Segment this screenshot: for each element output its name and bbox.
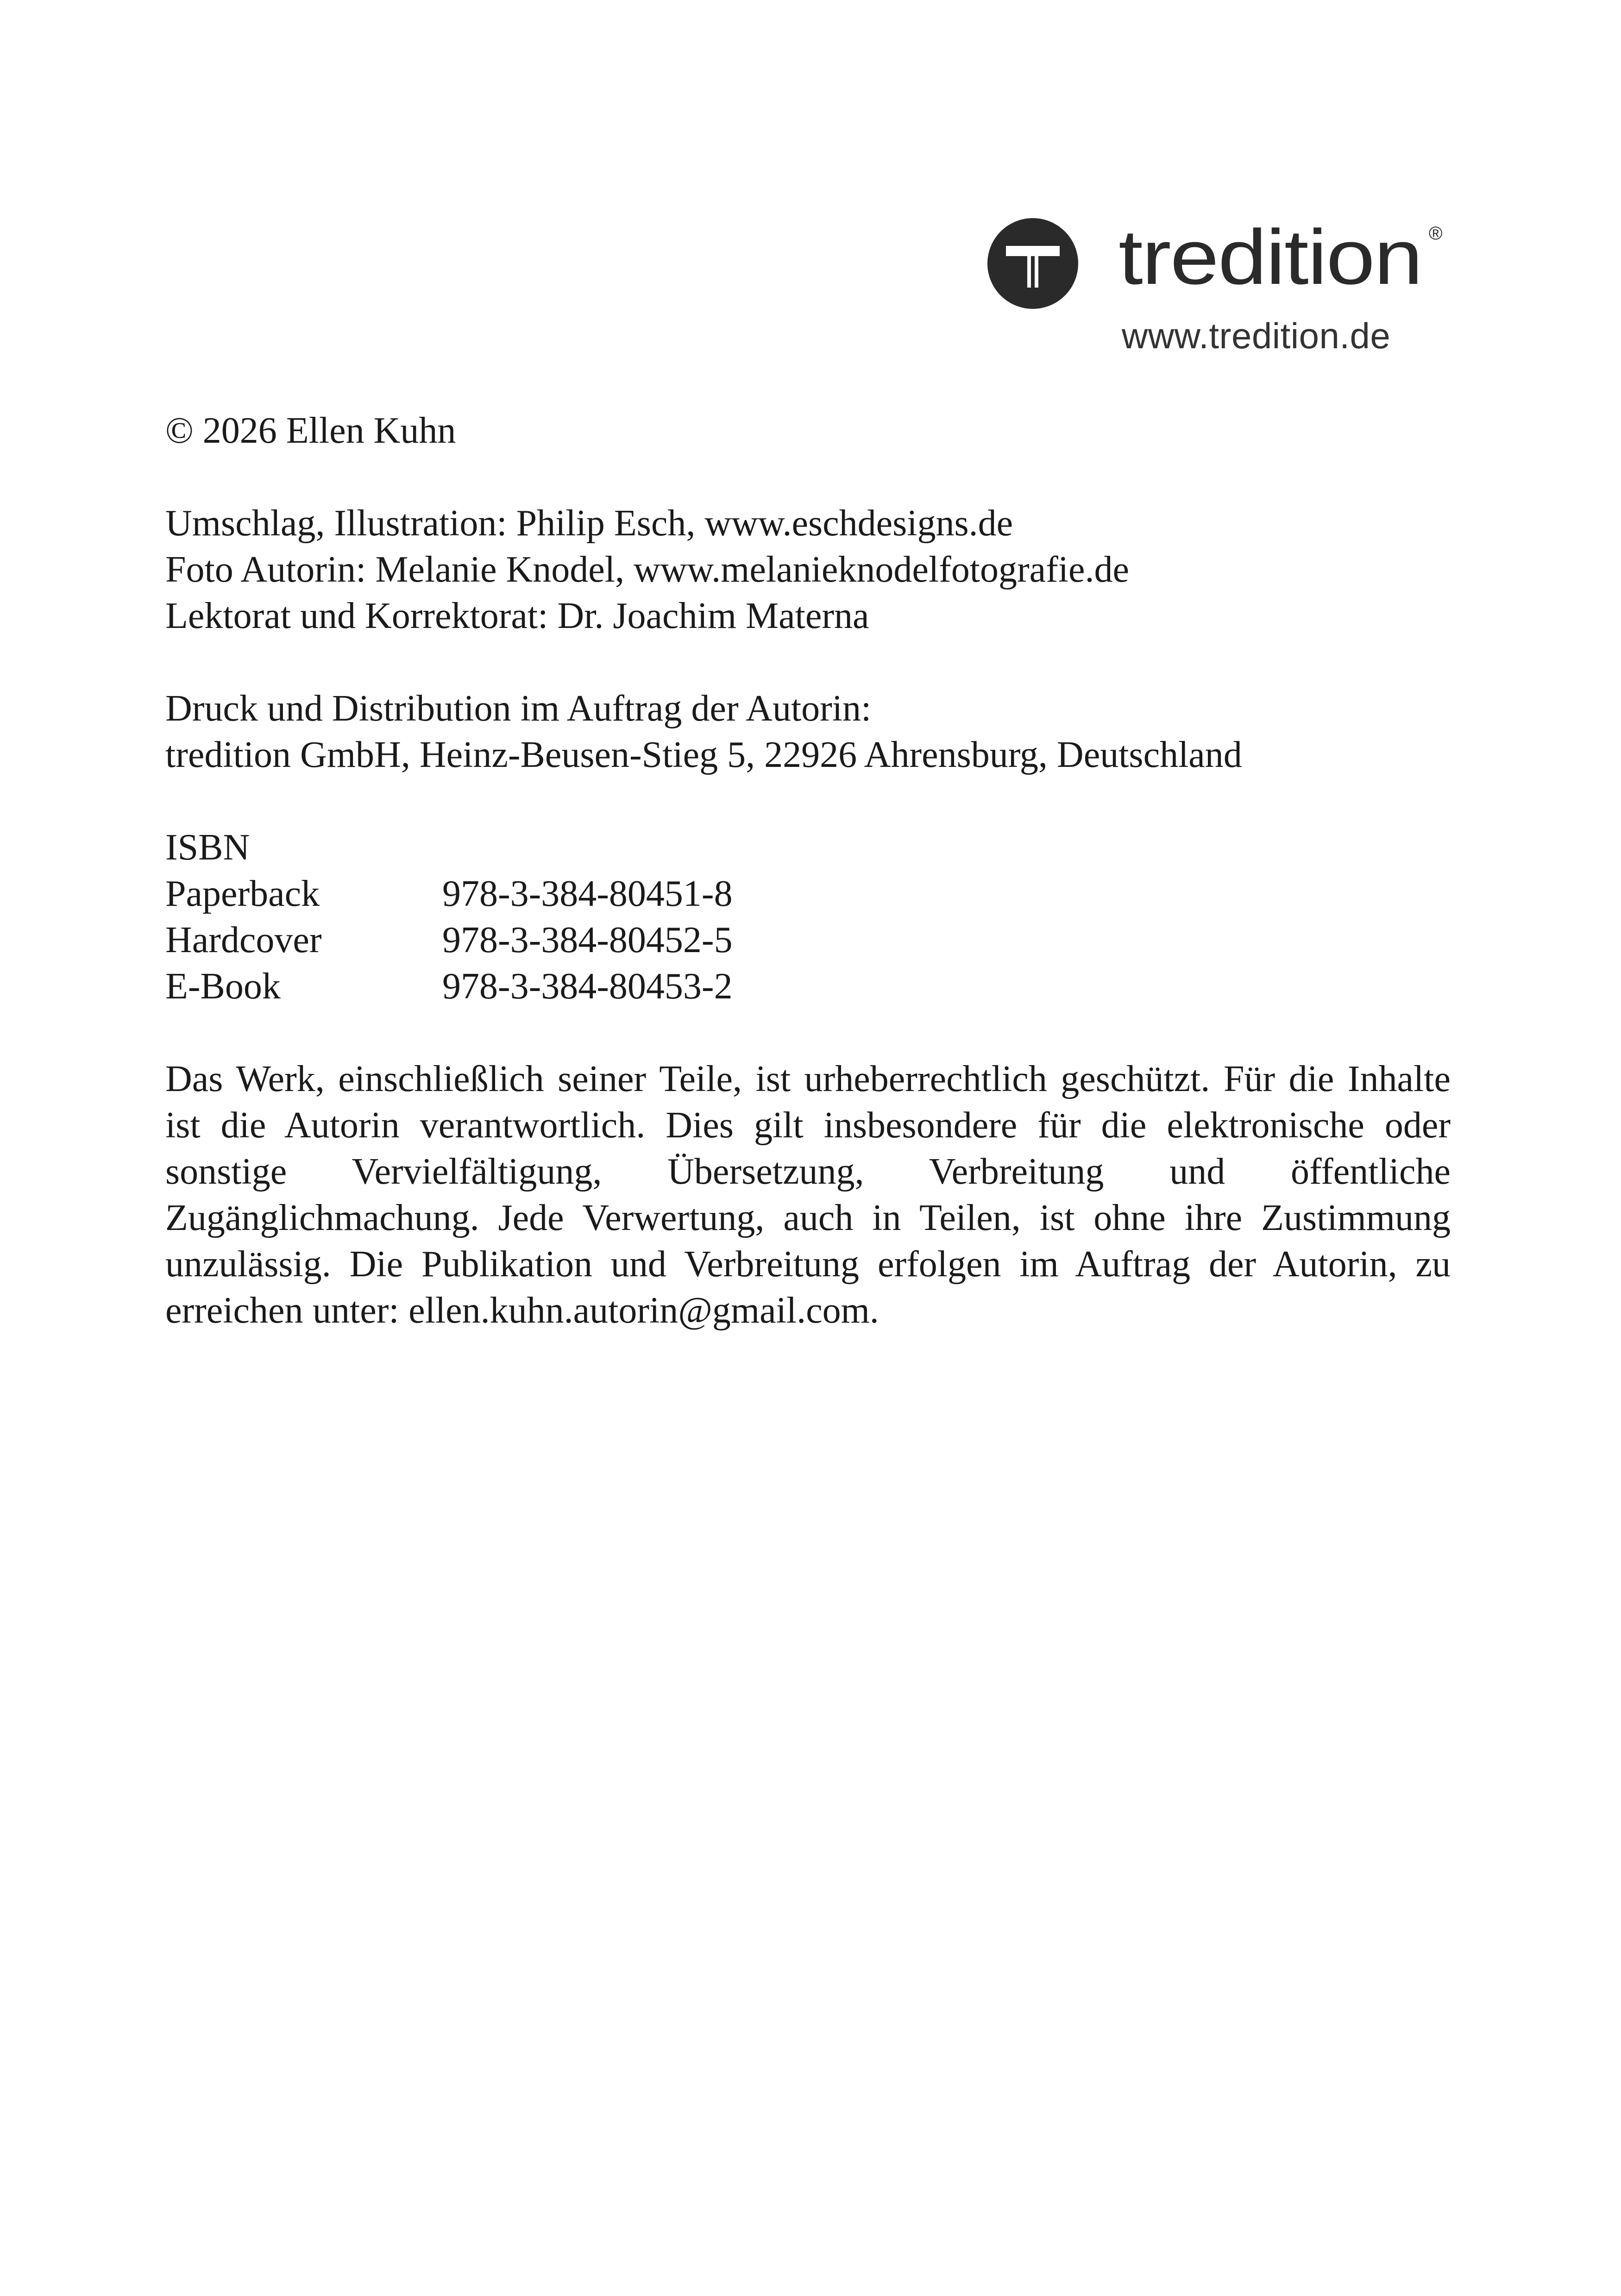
- imprint-text-block: [165, 408, 1451, 1334]
- svg-text:tredition: tredition: [1118, 215, 1422, 301]
- tredition-wordmark: [1118, 215, 1450, 308]
- isbn-format: Hardcover: [165, 920, 322, 960]
- isbn-number: 978-3-384-80451-8: [442, 873, 733, 914]
- isbn-format: Paperback: [165, 873, 320, 914]
- isbn-table: [165, 871, 733, 1010]
- publisher-logo: [986, 215, 1450, 368]
- legal-notice: Das Werk, einschließlich seiner Teile, ist urheberrechtlich geschützt. Für die Inhalte ist die Autorin verantwortlich. Dies gilt insbesondere für die elektronische oder sonstige Vervielfältigung, Übersetzung, Verbreitung und öffentliche Zugänglichmachung. Jede Verwertung, auch in Teilen, ist ohne ihre Zustimmung unzulässig. Die Publikation und Verbreitung erfolgen im Auftrag der Autorin, zu erreichen unter: ellen.kuhn.autorin@gmail.com.: [165, 1059, 1451, 1331]
- isbn-number: 978-3-384-80452-5: [442, 920, 733, 960]
- credit-editing: Lektorat und Korrektorat: Dr. Joachim Materna: [165, 596, 869, 636]
- isbn-heading: ISBN: [165, 827, 250, 868]
- copyright-line: © 2026 Ellen Kuhn: [165, 410, 456, 451]
- credit-photo: Foto Autorin: Melanie Knodel, www.melanieknodelfotografie.de: [165, 549, 1129, 590]
- svg-text:®: ®: [1429, 223, 1443, 244]
- isbn-row-ebook: [165, 963, 733, 1010]
- isbn-row-paperback: [165, 871, 733, 917]
- tredition-logo-icon: [986, 217, 1079, 310]
- isbn-row-hardcover: [165, 917, 733, 963]
- distribution-address: tredition GmbH, Heinz-Beusen-Stieg 5, 22926 Ahrensburg, Deutschland: [165, 734, 1242, 775]
- isbn-format: E-Book: [165, 966, 281, 1007]
- distribution-heading: Druck und Distribution im Auftrag der Autorin:: [165, 688, 872, 729]
- isbn-number: 978-3-384-80453-2: [442, 966, 733, 1007]
- publisher-url: www.tredition.de: [1122, 315, 1391, 356]
- credit-cover: Umschlag, Illustration: Philip Esch, www.eschdesigns.de: [165, 503, 1013, 544]
